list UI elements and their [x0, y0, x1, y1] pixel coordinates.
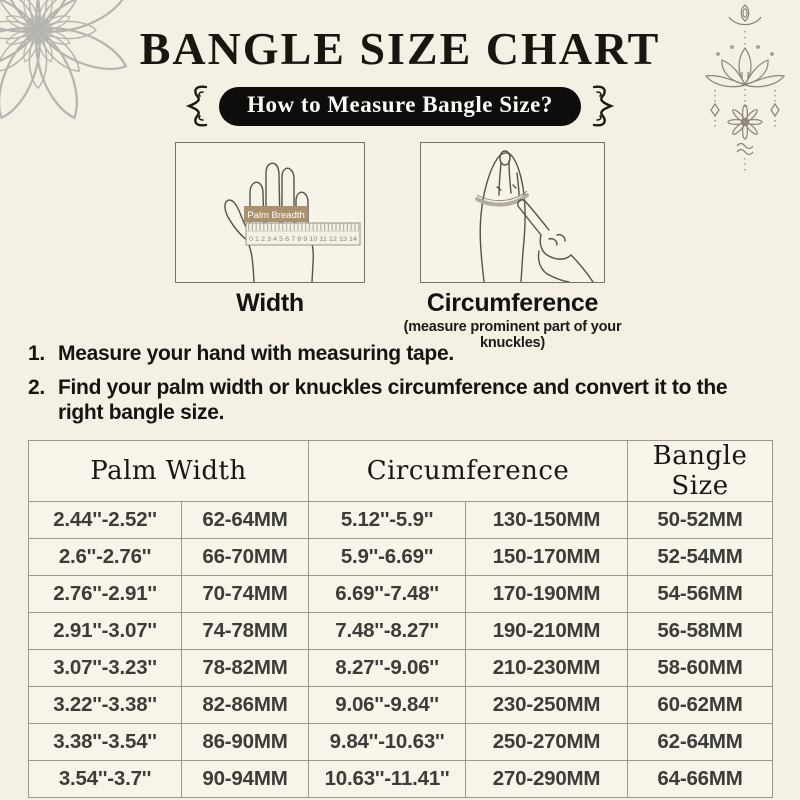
cell-circumference-inches: 5.9''-6.69'' [309, 539, 466, 576]
ruler-numbers: 0 1 2 3 4 5 6 7 8 9 10 11 12 13 14 [249, 236, 358, 243]
cell-bangle-size: 56-58MM [628, 613, 773, 650]
table-row [29, 539, 773, 576]
subtitle-pill: How to Measure Bangle Size? [219, 87, 581, 126]
width-illustration [175, 142, 365, 283]
cell-palm-width-inches: 3.54''-3.7'' [29, 761, 182, 798]
cell-circumference-inches: 9.06''-9.84'' [309, 687, 466, 724]
cell-circumference-mm: 210-230MM [466, 650, 628, 687]
cell-circumference-inches: 10.63''-11.41'' [309, 761, 466, 798]
table-row [29, 687, 773, 724]
width-caption: Width [236, 289, 304, 317]
header-circumference: Circumference [309, 441, 628, 502]
instruction-number: 1. [28, 342, 45, 365]
cell-palm-width-mm: 74-78MM [182, 613, 309, 650]
cell-palm-width-mm: 70-74MM [182, 576, 309, 613]
cell-palm-width-inches: 3.22''-3.38'' [29, 687, 182, 724]
instruction-text: Find your palm width or knuckles circumference and convert it to the right bangle size. [58, 375, 728, 425]
page-title: BANGLE SIZE CHART [139, 23, 661, 74]
cell-circumference-mm: 250-270MM [466, 724, 628, 761]
cell-palm-width-mm: 78-82MM [182, 650, 309, 687]
cell-palm-width-mm: 82-86MM [182, 687, 309, 724]
cell-circumference-inches: 9.84''-10.63'' [309, 724, 466, 761]
hand-ruler-icon [176, 143, 364, 282]
cell-circumference-inches: 5.12''-5.9'' [309, 502, 466, 539]
cell-bangle-size: 60-62MM [628, 687, 773, 724]
header-palm-width: Palm Width [29, 441, 309, 502]
table-row [29, 613, 773, 650]
subtitle-row [0, 84, 800, 128]
circumference-note: (measure prominent part of your knuckles) [403, 319, 622, 351]
cell-palm-width-inches: 2.44''-2.52'' [29, 502, 182, 539]
cell-circumference-mm: 270-290MM [466, 761, 628, 798]
cell-palm-width-inches: 2.6''-2.76'' [29, 539, 182, 576]
instruction-number: 2. [28, 375, 45, 399]
tape-label: Palm Breadth [247, 210, 305, 221]
squiggle-bracket-left-icon [183, 84, 209, 128]
cell-bangle-size: 62-64MM [628, 724, 773, 761]
cell-palm-width-inches: 3.38''-3.54'' [29, 724, 182, 761]
header-bangle-size: Bangle Size [628, 441, 773, 502]
cell-bangle-size: 52-54MM [628, 539, 773, 576]
instruction-item [28, 375, 744, 426]
cell-bangle-size: 58-60MM [628, 650, 773, 687]
cell-circumference-mm: 170-190MM [466, 576, 628, 613]
table-body [29, 502, 773, 798]
circumference-caption: Circumference [426, 289, 599, 317]
cell-palm-width-mm: 62-64MM [182, 502, 309, 539]
instruction-item [28, 341, 744, 367]
hand-tape-icon [421, 143, 604, 282]
cell-circumference-inches: 7.48''-8.27'' [309, 613, 466, 650]
cell-bangle-size: 54-56MM [628, 576, 773, 613]
cell-palm-width-inches: 3.07''-3.23'' [29, 650, 182, 687]
cell-circumference-mm: 230-250MM [466, 687, 628, 724]
cell-circumference-mm: 130-150MM [466, 502, 628, 539]
cell-circumference-mm: 190-210MM [466, 613, 628, 650]
cell-circumference-inches: 6.69''-7.48'' [309, 576, 466, 613]
cell-circumference-inches: 8.27''-9.06'' [309, 650, 466, 687]
cell-palm-width-inches: 2.76''-2.91'' [29, 576, 182, 613]
table-row [29, 576, 773, 613]
instructions-list [28, 341, 744, 434]
cell-bangle-size: 64-66MM [628, 761, 773, 798]
table-row [29, 650, 773, 687]
cell-palm-width-inches: 2.91''-3.07'' [29, 613, 182, 650]
cell-bangle-size: 50-52MM [628, 502, 773, 539]
cell-palm-width-mm: 66-70MM [182, 539, 309, 576]
table-row [29, 502, 773, 539]
table-row [29, 761, 773, 798]
squiggle-bracket-right-icon [591, 84, 617, 128]
table-row [29, 724, 773, 761]
cell-palm-width-mm: 90-94MM [182, 761, 309, 798]
instruction-text: Measure your hand with measuring tape. [58, 342, 454, 365]
cell-palm-width-mm: 86-90MM [182, 724, 309, 761]
table-header-row [29, 441, 773, 502]
cell-circumference-mm: 150-170MM [466, 539, 628, 576]
circumference-illustration [420, 142, 605, 283]
size-chart-table [28, 440, 773, 798]
